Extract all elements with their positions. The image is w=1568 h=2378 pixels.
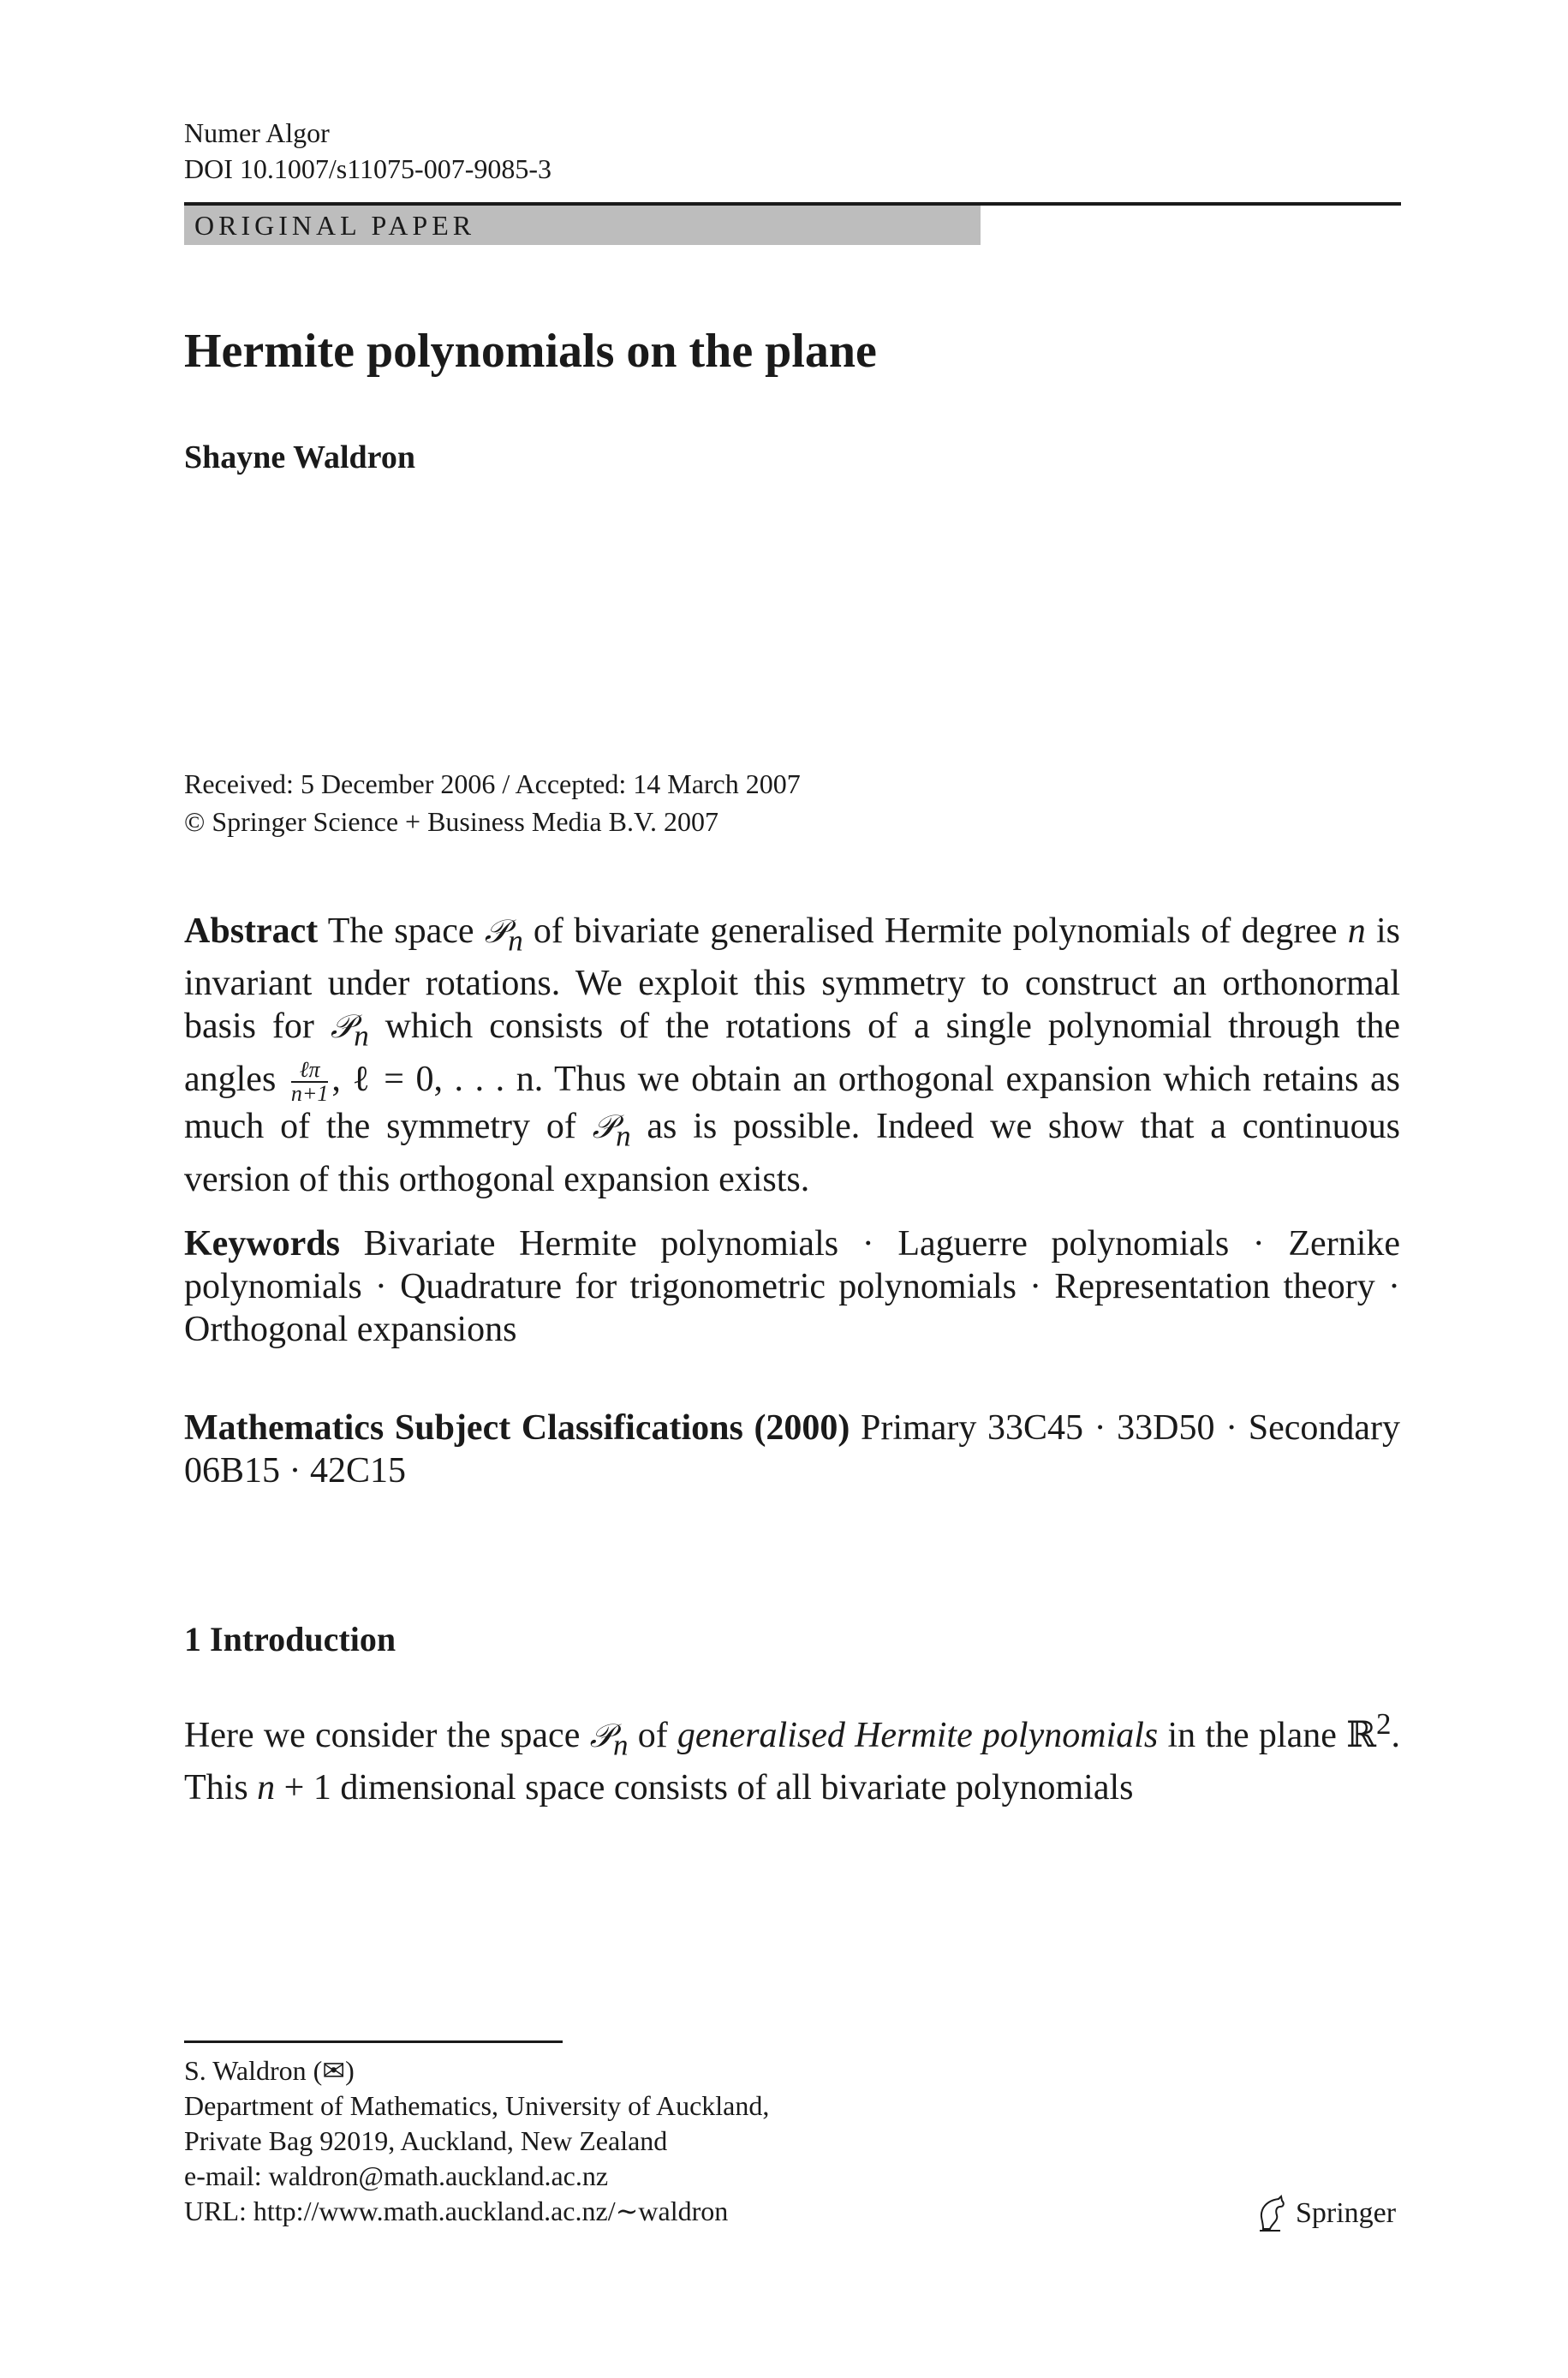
journal-name: Numer Algor	[184, 117, 330, 148]
footnote-dept: Department of Mathematics, University of Auckland,	[184, 2090, 770, 2121]
abstract-label: Abstract	[184, 911, 319, 951]
msc-label: Mathematics Subject Classifications (2000)	[184, 1408, 850, 1448]
abstract: Abstract The space 𝒫$_n$ of bivariate generalised Hermite polynomials of degree n is invariant under rotations. We exploit this symmetry to construct an orthonormal basis for 𝒫$_n$ which consists of the rotations of a single polynomial through the angles $\frac{\text{ℓπ}}{n+1}$ , ℓ = 0, . . . n. Thus we obtain an orthogonal expansion which retains as much of the symmetry of 𝒫$_n$ as is possible. Indeed we show that a continuous version of this orthogonal expansion exists.	[184, 911, 1401, 1199]
math-Pn: 𝒫	[589, 1717, 613, 1754]
math-Pn: 𝒫	[484, 912, 509, 950]
publisher-name: Springer	[1296, 2197, 1397, 2229]
keywords-label: Keywords	[184, 1224, 340, 1264]
introduction-text: Here we consider the space 𝒫$_n$ of generalised Hermite polynomials in the plane ℝ$^2$. This n + 1 dimensional space consists of all bivariate polynomials	[184, 1707, 1400, 1808]
section-heading: 1 Introduction	[184, 1620, 396, 1658]
publisher-logo	[1255, 2195, 1396, 2232]
springer-horse-icon	[1255, 2195, 1289, 2232]
emphasis: generalised Hermite polynomials	[677, 1716, 1159, 1755]
msc-text: Primary 33C45 · 33D50 · Secondary 06B15 · 42C15	[184, 1408, 1400, 1491]
footnote-name: S. Waldron (✉)	[184, 2055, 355, 2086]
paper-title: Hermite polynomials on the plane	[184, 325, 877, 378]
keywords	[184, 1222, 1400, 1351]
author-footnote	[184, 2053, 769, 2229]
footnote-address: Private Bag 92019, Auckland, New Zealand	[184, 2125, 668, 2156]
footnote-rule	[184, 2040, 563, 2043]
footnote-url[interactable]: URL: http://www.math.auckland.ac.nz/∼waldron	[184, 2196, 729, 2226]
author-name: Shayne Waldron	[184, 439, 415, 475]
journal-header	[184, 115, 551, 187]
keywords-text: Bivariate Hermite polynomials · Laguerre polynomials · Zernike polynomials · Quadrature for trigonometric polynomials · Representation theory · Orthogonal expansions	[184, 1224, 1400, 1349]
subject-classifications	[184, 1407, 1400, 1492]
doi: DOI 10.1007/s11075-007-9085-3	[184, 153, 551, 184]
footnote-email[interactable]: e-mail: waldron@math.auckland.ac.nz	[184, 2160, 609, 2191]
angle-fraction: $\frac{\text{ℓπ}}{n+1}$	[290, 1057, 329, 1107]
publication-dates	[184, 765, 801, 840]
math-R2: ℝ	[1346, 1716, 1376, 1755]
received-accepted: Received: 5 December 2006 / Accepted: 14 March 2007	[184, 768, 801, 799]
math-Pn: 𝒫	[592, 1108, 617, 1146]
paper-type-banner: ORIGINAL PAPER	[184, 206, 981, 245]
copyright: © Springer Science + Business Media B.V. 2007	[184, 806, 718, 837]
math-Pn: 𝒫	[330, 1007, 355, 1046]
